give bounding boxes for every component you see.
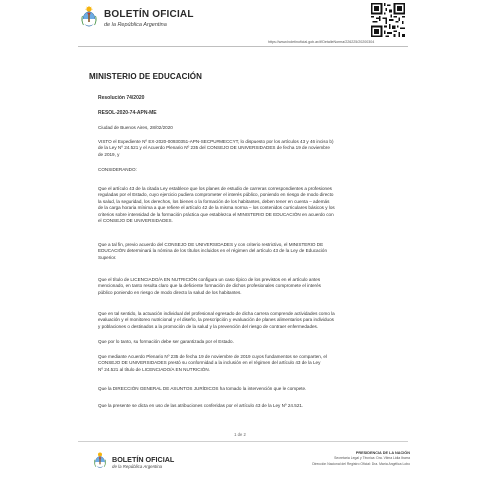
paragraph-line: EDUCACIÓN determinará la nómina de los títulos incluidos en el régimen del artículo 43 de la Ley de Educación — [98, 248, 328, 254]
footer-divider — [78, 441, 408, 442]
header-title: BOLETÍN OFICIAL — [104, 9, 194, 20]
footer-secretary: Secretaría Legal y Técnica: Dra. Vilma Lidia Ibarra — [334, 456, 410, 460]
paragraph-line: evaluación y el monitoreo nutricional y el diseño, la prescripción y evaluación de planes alimentarios para individuos — [98, 317, 334, 323]
paragraph-line: Que mediante Acuerdo Plenario Nº 235 de fecha 19 de noviembre de 2019 cuyos fundamentos se comparten, el — [98, 354, 327, 359]
paragraph-line: Nº 24.521 al título de LICENCIADO/A EN NUTRICIÓN. — [98, 366, 210, 372]
paragraph-line: la salud, la seguridad, los derechos, los bienes o la formación de los habitantes, deben tener en cuenta – además — [98, 198, 330, 204]
paragraph-line: Que por lo tanto, su formación debe ser garantizada por el Estado. — [98, 339, 234, 344]
argentina-coat-of-arms-icon — [93, 452, 107, 469]
paragraph-line: reguladas por el Estado, cuyo ejercicio pudiera comprometer el interés público, poniendo en riesgo de modo directo — [98, 192, 334, 198]
paragraph-line: de la Ley Nº 24.521 y el Acuerdo Plenario Nº 235 del CONSEJO DE UNIVERSIDADES de fecha 19 de noviembre — [98, 145, 330, 151]
paragraph-line: criterios sobre intensidad de la formación práctica que establezca el MINISTERIO DE EDUCACIÓN en acuerdo con — [98, 211, 334, 217]
paragraph-line: el CONSEJO DE UNIVERSIDADES. — [98, 218, 173, 224]
considerando-paragraph-1 — [98, 186, 392, 224]
considerando-paragraph-7 — [98, 386, 392, 392]
considerando-paragraph-6 — [98, 354, 392, 373]
ministry-heading: MINISTERIO DE EDUCACIÓN — [89, 72, 202, 81]
paragraph-line: público poniendo en riesgo de modo directo la salud de los habitantes. — [98, 289, 242, 295]
resolution-number: Resolución 74/2020 — [98, 95, 145, 101]
paragraph-line: Superior. — [98, 254, 117, 260]
paragraph-line: de la carga horaria mínima a que refiere el artículo 42 de la misma norma – los contenidos curriculares básicos y los — [98, 205, 335, 211]
footer-title: BOLETÍN OFICIAL — [112, 455, 175, 464]
paragraph-line: CONSIDERANDO: — [98, 167, 137, 172]
footer-authorities — [300, 450, 410, 467]
paragraph-line: CONSEJO DE UNIVERSIDADES prestó su conformidad a la inclusión en el régimen del artículo 43 de la Ley — [98, 360, 321, 366]
paragraph-line: de 2019, y — [98, 151, 120, 157]
considerando-heading — [98, 167, 392, 173]
paragraph-line: Que a tal fin, previo acuerdo del CONSEJO DE UNIVERSIDADES y con criterio restrictivo, el MINISTERIO DE — [98, 242, 324, 247]
paragraph-line: mencionado, en tanto resulta claro que la deficiente formación de dichos profesionales compromete el interés — [98, 283, 321, 289]
page-indicator: 1 de 2 — [234, 432, 246, 437]
considerando-paragraph-2 — [98, 242, 392, 261]
footer-director: Dirección Nacional del Registro Oficial: Dra. María Angélica Lobo — [312, 461, 410, 466]
place-date — [98, 125, 392, 131]
considerando-paragraph-5 — [98, 339, 392, 345]
paragraph-line: Que en tal sentido, la actuación individual del profesional egresado de dicha carrera comprende actividades como la — [98, 311, 335, 316]
resolution-code: RESOL-2020-74-APN-ME — [98, 110, 157, 116]
place-date-text: Ciudad de Buenos Aires, 28/02/2020 — [98, 125, 173, 130]
visto-paragraph — [98, 139, 392, 158]
header-subtitle: de la República Argentina — [104, 22, 167, 28]
page-header — [0, 0, 480, 44]
considerando-paragraph-4 — [98, 311, 392, 330]
paragraph-line: Que el título de LICENCIADO/A EN NUTRICIÓN configura un caso típico de los previstos en el artículo antes — [98, 277, 321, 282]
argentina-coat-of-arms-icon — [80, 6, 98, 28]
header-divider — [78, 46, 408, 47]
paragraph-line: Que el artículo 43 de la citada Ley establece que los planes de estudio de carreras correspondientes a profesiones — [98, 186, 332, 191]
document-url[interactable]: https://www.boletinoficial.gob.ar/#!DetalleNorma/226225/20200304 — [268, 40, 375, 44]
considerando-paragraph-3 — [98, 277, 392, 296]
paragraph-line: VISTO el Expediente Nº EX-2020-00930351-APN-SECPU#MECCYT, lo dispuesto por los artículos 43 y 46 inciso b) — [98, 139, 334, 144]
paragraph-line: y poblaciones o destinados a la promoción de la salud y la prevención del riesgo de contraer enfermedades. — [98, 323, 319, 329]
footer-presidency: PRESIDENCIA DE LA NACIÓN — [355, 451, 410, 455]
qr-code-icon[interactable] — [371, 3, 405, 37]
considerando-paragraph-8 — [98, 403, 392, 409]
footer-subtitle: de la República Argentina — [112, 464, 163, 469]
paragraph-line: Que la DIRECCIÓN GENERAL DE ASUNTOS JURÍDICOS ha tomado la intervención que le compete. — [98, 386, 307, 391]
paragraph-line: Que la presente se dicta en uso de las atribuciones conferidas por el artículo 43 de la Ley Nº 24.521. — [98, 403, 304, 408]
